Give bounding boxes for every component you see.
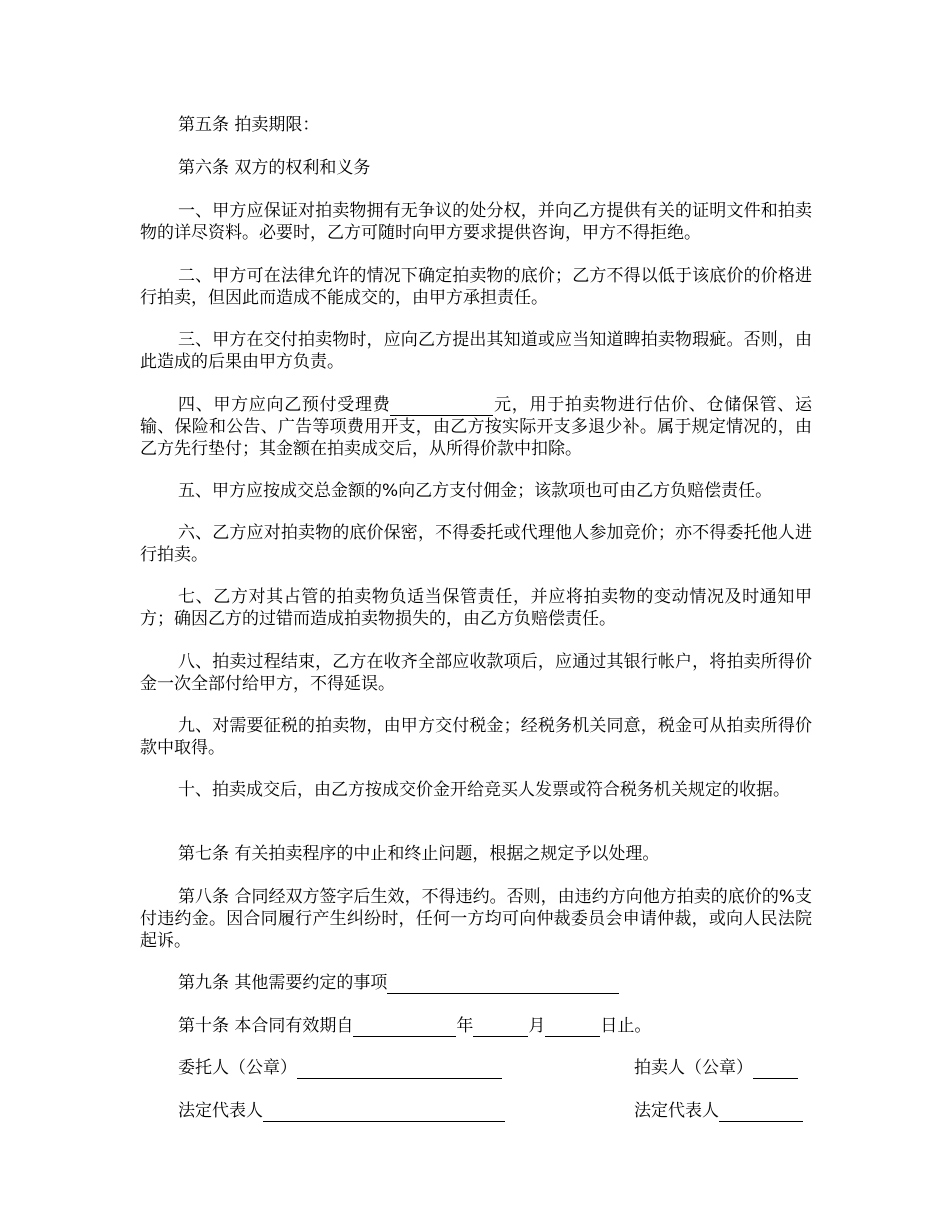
fee-blank[interactable] [390, 397, 493, 416]
clause-6: 六、乙方应对拍卖物的底价保密，不得委托或代理他人参加竞价；亦不得委托他人进行拍卖。 [140, 523, 812, 565]
article-7: 第七条 有关拍卖程序的中止和终止问题，根据之规定予以处理。 [178, 844, 660, 864]
clause-4-before: 四、甲方应向乙预付受理费 [178, 395, 391, 415]
legal-rep-right [634, 1100, 803, 1122]
month-label: 月 [528, 1016, 546, 1036]
clause-1: 一、甲方应保证对拍卖物拥有无争议的处分权，并向乙方提供有关的证明文件和拍卖物的详尽资料。必要时，乙方可随时向甲方要求提供咨询，甲方不得拒绝。 [140, 201, 812, 243]
article-10-suffix: 日止。 [600, 1016, 652, 1036]
month-blank[interactable] [473, 1018, 528, 1037]
clause-3: 三、甲方在交付拍卖物时，应向乙方提出其知道或应当知道睥拍卖物瑕疵。否则，由此造成的后果由甲方负责。 [140, 330, 812, 372]
clause-4 [140, 394, 812, 460]
article-10 [178, 1015, 651, 1037]
legal-rep-left-label: 法定代表人 [178, 1101, 263, 1121]
clause-4-after: 元，用于拍卖物进行估价、仓储保管、运输、保险和公告、广告等项费用开支，由乙方按实际开支多退少补。属于规定情况的，由乙方先行垫付；其金额在拍卖成交后，从所得价款中扣除。 [140, 395, 813, 459]
clause-7: 七、乙方对其占管的拍卖物负适当保管责任，并应将拍卖物的变动情况及时通知甲方；确因乙方的过错而造成拍卖物损失的，由乙方负赔偿责任。 [140, 587, 812, 629]
legal-rep-left-blank[interactable] [263, 1103, 505, 1122]
article-9-label: 第九条 其他需要约定的事项 [178, 973, 388, 993]
clause-2: 二、甲方可在法律允许的情况下确定拍卖物的底价；乙方不得以低于该底价的价格进行拍卖，但因此而造成不能成交的，由甲方承担责任。 [140, 266, 812, 308]
legal-rep-right-blank[interactable] [719, 1103, 803, 1122]
clause-9: 九、对需要征税的拍卖物，由甲方交付税金；经税务机关同意，税金可从拍卖所得价款中取得。 [140, 716, 812, 758]
article-9 [178, 972, 619, 994]
article-6-heading: 第六条 双方的权利和义务 [178, 158, 371, 178]
auctioneer-label: 拍卖人（公章） [634, 1058, 753, 1078]
legal-rep-left [178, 1100, 505, 1122]
auctioneer-seal-blank[interactable] [753, 1060, 798, 1079]
year-blank[interactable] [353, 1018, 456, 1037]
article-8: 第八条 合同经双方签字后生效，不得违约。否则，由违约方向他方拍卖的底价的%支付违约金。因合同履行产生纠纷时，任何一方均可向仲裁委员会申请仲裁，或向人民法院起诉。 [140, 887, 812, 951]
legal-rep-right-label: 法定代表人 [634, 1101, 719, 1121]
principal-seal-blank[interactable] [297, 1060, 502, 1079]
clause-10: 十、拍卖成交后，由乙方按成交价金开给竞买人发票或符合税务机关规定的收据。 [178, 780, 790, 800]
principal-signature [178, 1057, 502, 1079]
article-5-heading: 第五条 拍卖期限： [178, 115, 320, 135]
article-10-prefix: 第十条 本合同有效期自 [178, 1016, 354, 1036]
clause-8: 八、拍卖过程结束，乙方在收齐全部应收款项后，应通过其银行帐户，将拍卖所得价金一次全部付给甲方，不得延误。 [140, 652, 812, 694]
year-label: 年 [456, 1016, 474, 1036]
clause-5: 五、甲方应按成交总金额的%向乙方支付佣金；该款项也可由乙方负赔偿责任。 [178, 481, 773, 501]
other-matters-blank[interactable] [387, 975, 619, 994]
principal-label: 委托人（公章） [178, 1058, 297, 1078]
auctioneer-signature [634, 1057, 798, 1079]
day-blank[interactable] [545, 1018, 600, 1037]
